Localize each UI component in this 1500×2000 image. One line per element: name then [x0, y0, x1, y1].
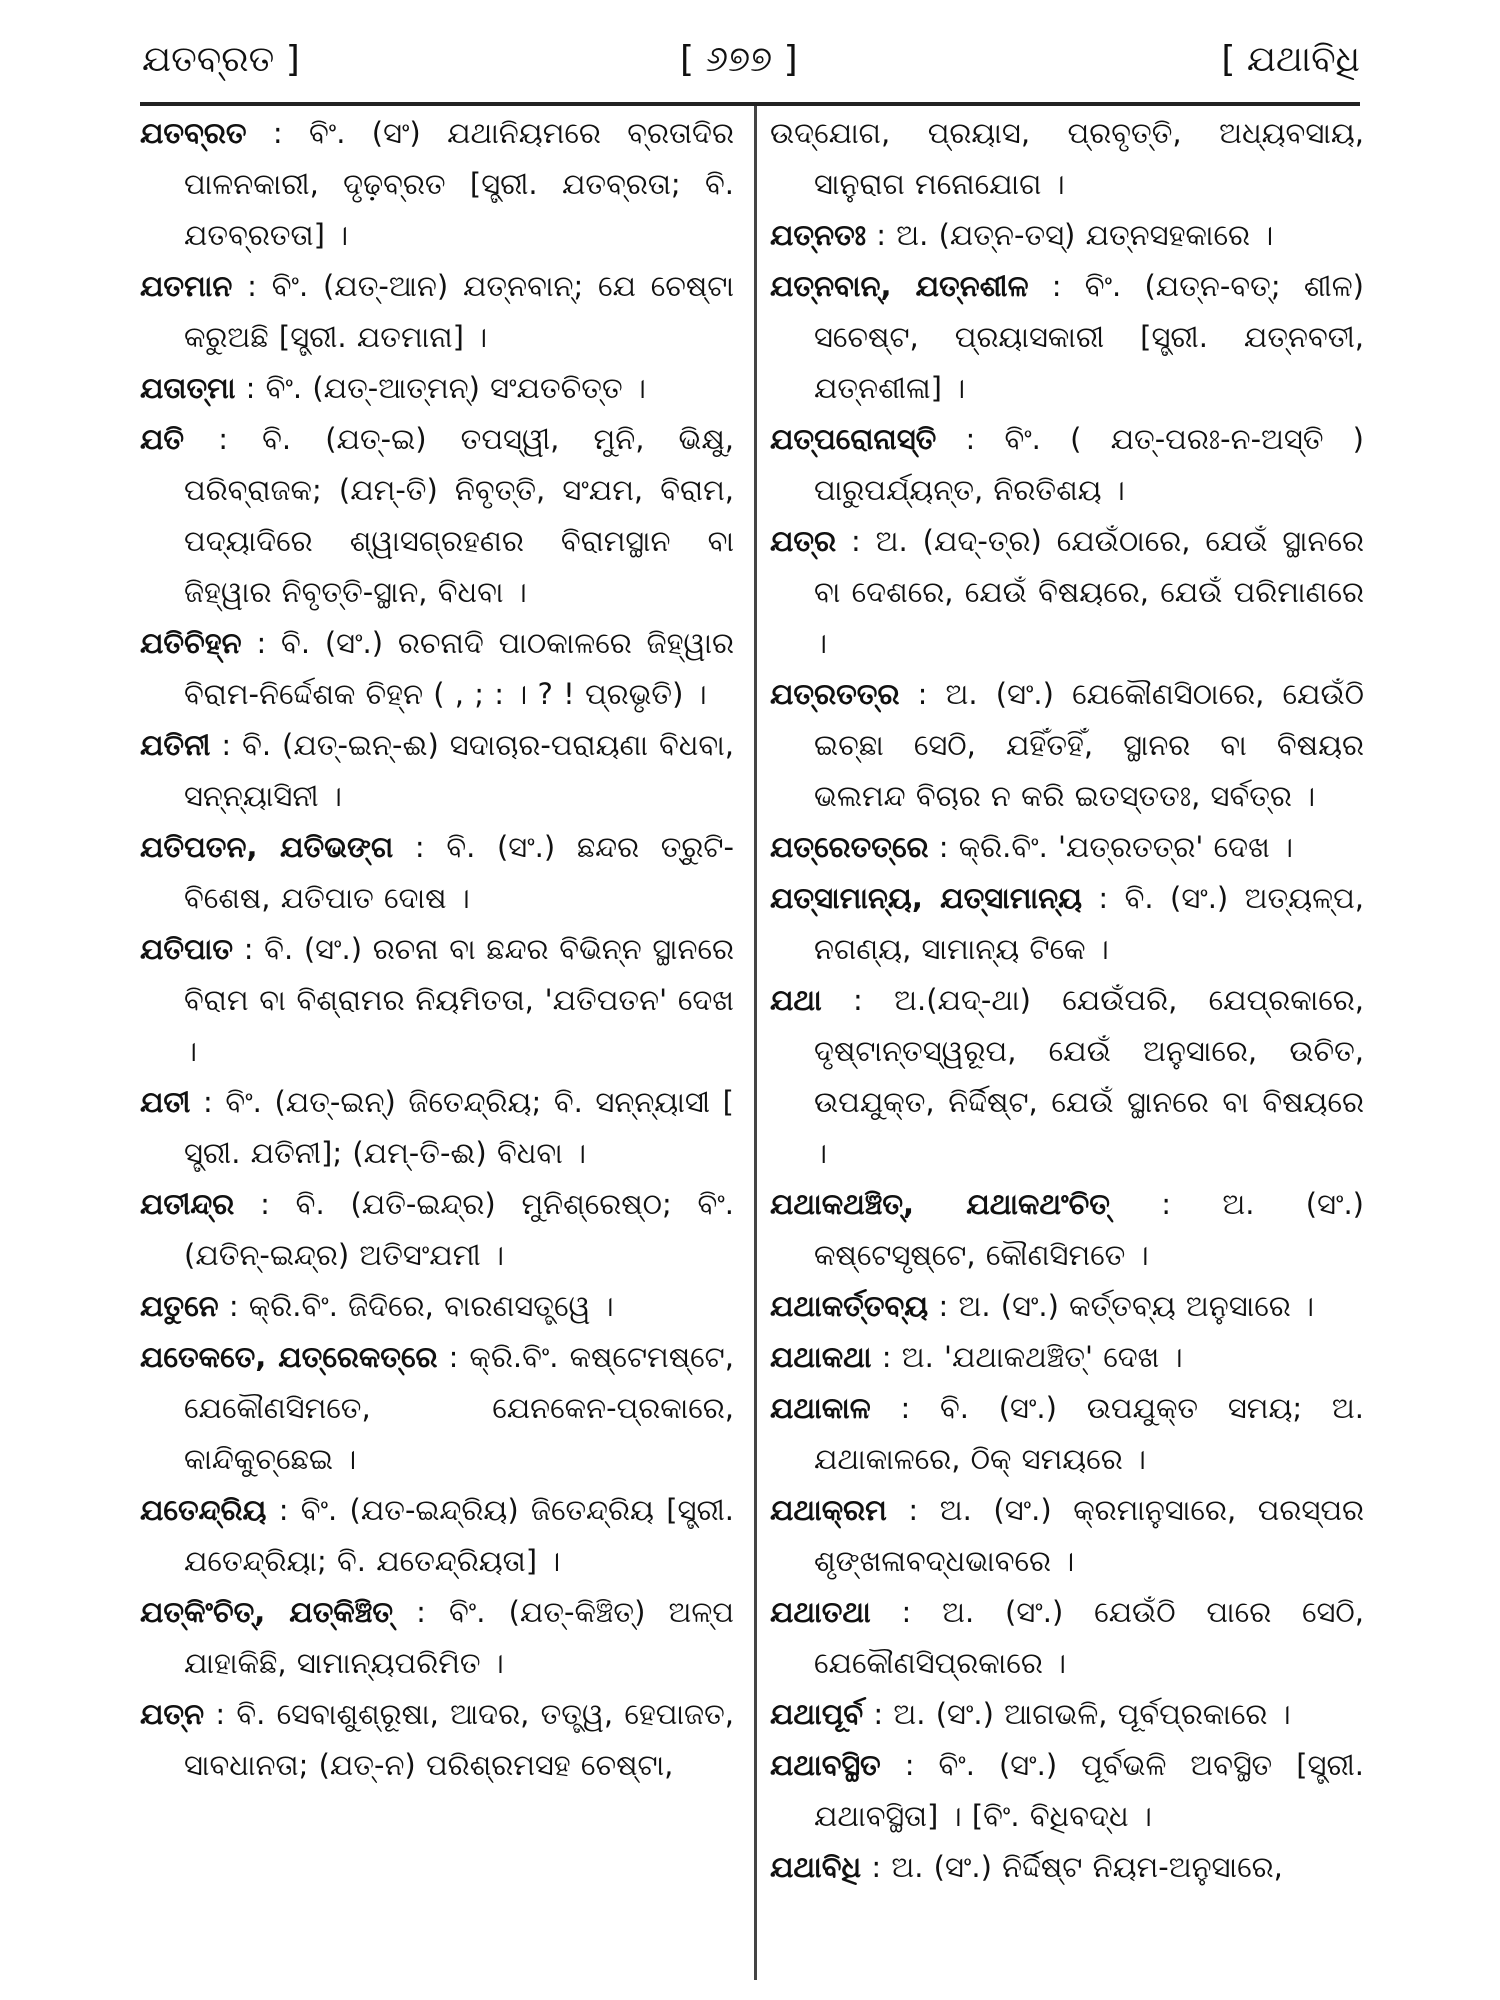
dictionary-entry: [770, 1842, 1364, 1893]
entry-headword: ଯତେକତେ, ଯତ୍ରେକତ୍ରେ: [140, 1340, 438, 1374]
dictionary-entry: [140, 924, 734, 1077]
dictionary-entry: [770, 975, 1364, 1179]
entry-definition: : ବିଂ. (ସଂ.) ପୂର୍ବଭଳି ଅବସ୍ଥିତ [ସ୍ତ୍ରୀ. ଯଥାବସ୍ଥିତା] । [ବିଂ. ବିଧିବଦ୍ଧ ।: [814, 1748, 1364, 1833]
entry-headword: ଯତ୍ର: [770, 524, 837, 558]
entry-headword: ଯତିନୀ: [140, 728, 211, 762]
dictionary-entry: [140, 1281, 734, 1332]
dictionary-entry: [140, 108, 734, 261]
entry-headword: ଯଥାକଥଞ୍ଚିତ୍, ଯଥାକଥଂଚିତ୍: [770, 1187, 1110, 1221]
dictionary-entry: [140, 363, 734, 414]
entry-headword: ଯତେନ୍ଦ୍ରିୟ: [140, 1493, 267, 1527]
entry-definition: : ଅ. (ସଂ.) କ୍ରମାନୁସାରେ, ପରସ୍ପର ଶୃଙ୍ଖଳାବଦ୍ଧଭାବରେ ।: [814, 1493, 1364, 1578]
dictionary-entry: [140, 414, 734, 618]
entry-definition: : ବି. (ଯତ୍-ଇନ୍-ଈ) ସଦାଚାର-ପରାୟଣା ବିଧବା, ସନ୍ନ୍ୟାସିନୀ ।: [184, 728, 734, 813]
dictionary-entry: [140, 1332, 734, 1485]
dictionary-entry: [140, 1077, 734, 1179]
entry-headword: ଯଥାକର୍ତ୍ତବ୍ୟ: [770, 1289, 929, 1323]
entry-headword: ଯତିଚିହ୍ନ: [140, 626, 242, 660]
dictionary-entry: [770, 669, 1364, 822]
entry-headword: ଯଥା: [770, 983, 822, 1017]
dictionary-entry: [770, 1332, 1364, 1383]
dictionary-entry: [770, 1587, 1364, 1689]
entry-definition: : ଅ. 'ଯଥାକଥଞ୍ଚିତ୍' ଦେଖ ।: [871, 1340, 1183, 1374]
right-column: [770, 108, 1364, 1978]
entry-headword: ଯଥାକଥା: [770, 1340, 872, 1374]
entry-headword: ଯତାତ୍ମା: [140, 371, 236, 405]
dictionary-entry: [770, 516, 1364, 669]
entry-definition: : ବିଂ. (ଯତ୍-ଆନ) ଯତ୍ନବାନ୍; ଯେ ଚେଷ୍ଟା କରୁଅଛି [ସ୍ତ୍ରୀ. ଯତମାନା] ।: [184, 269, 734, 354]
entry-definition: : ଅ. (ସଂ.) କର୍ତ୍ତବ୍ୟ ଅନୁସାରେ ।: [928, 1289, 1315, 1323]
entry-definition: : ବିଂ. (ଯତ୍-ଆତ୍ମନ୍) ସଂଯତଚିତ୍ତ ।: [235, 371, 646, 405]
entry-headword: ଯତିପତନ, ଯତିଭଙ୍ଗ: [140, 830, 394, 864]
entry-headword: ଯଥାପୂର୍ବ: [770, 1697, 864, 1731]
dictionary-entry: [140, 720, 734, 822]
entry-definition: : କ୍ରି.ବିଂ. 'ଯତ୍ରତତ୍ର' ଦେଖ ।: [928, 830, 1294, 864]
entry-headword: ଯତିପାତ: [140, 932, 234, 966]
entry-headword: ଯତୁନେ: [140, 1289, 219, 1323]
header-rule: [140, 102, 1360, 106]
dictionary-entry: [770, 1740, 1364, 1842]
entry-definition: : ଅ. (ସଂ.) ଆଗଭଳି, ପୂର୍ବପ୍ରକାରେ ।: [863, 1697, 1291, 1731]
entry-definition: : ଅ.(ଯଦ୍-ଥା) ଯେଉଁପରି, ଯେପ୍ରକାରେ, ଦୃଷ୍ଟାନ୍ତସ୍ୱରୂପ, ଯେଉଁ ଅନୁସାରେ, ଉଚିତ, ଉପଯୁକ୍ତ, ନିର୍ଦ୍ଦିଷ୍ଟ, ଯେଉଁ ସ୍ଥାନରେ ବା ବିଷୟରେ ।: [814, 983, 1364, 1170]
entry-definition: : ବିଂ. (ଯତ୍-କିଞ୍ଚିତ୍) ଅଳ୍ପ ଯାହାକିଛି, ସାମାନ୍ୟପରିମିତ ।: [184, 1595, 734, 1680]
entry-definition: : ଅ. (ସଂ.) ଯେଉଁଠି ପାରେ ସେଠି, ଯେକୌଣସିପ୍ରକାରେ ।: [814, 1595, 1364, 1680]
entry-headword: ଯତ୍ରତତ୍ର: [770, 677, 900, 711]
column-divider: [754, 106, 757, 1980]
dictionary-entry: [770, 210, 1364, 261]
entry-definition: : ବି. ସେବାଶୁଶ୍ରୂଷା, ଆଦର, ତତ୍ତ୍ୱ, ହେପାଜତ, ସାବଧାନତା; (ଯତ୍-ନ) ପରିଶ୍ରମସହ ଚେଷ୍ଟା,: [184, 1697, 734, 1782]
entry-headword: ଯତ୍ନବାନ୍, ଯତ୍ନଶୀଳ: [770, 269, 1029, 303]
dictionary-entry: [140, 1587, 734, 1689]
dictionary-entry-continued: [770, 108, 1364, 210]
page-number: [ ୬୭୭ ]: [680, 39, 798, 80]
entry-headword: ଯତୀ: [140, 1085, 191, 1119]
entry-definition: : ବି. (ଯତି-ଇନ୍ଦ୍ର) ମୁନିଶ୍ରେଷ୍ଠ; ବିଂ. (ଯତିନ୍-ଇନ୍ଦ୍ର) ଅତିସଂଯମୀ ।: [184, 1187, 734, 1272]
entry-headword: ଯତୀନ୍ଦ୍ର: [140, 1187, 235, 1221]
dictionary-entry: [770, 1383, 1364, 1485]
entry-definition: : ଅ. (ସଂ.) ନିର୍ଦ୍ଦିଷ୍ଟ ନିୟମ-ଅନୁସାରେ,: [861, 1850, 1283, 1884]
entry-headword: ଯତ୍ପରୋନାସ୍ତି: [770, 422, 937, 456]
entry-headword: ଯତ୍କିଂଚିତ୍, ଯତ୍କିଞ୍ଚିତ୍: [140, 1595, 394, 1629]
entry-headword: ଯତ୍ନତଃ: [770, 218, 867, 252]
entry-definition: : କ୍ରି.ବିଂ. କଷ୍ଟେମଷ୍ଟେ, ଯେକୌଣସିମତେ, ଯେନକେନ-ପ୍ରକାରେ, କାନ୍ଦିକୁଚ୍ଛେଇ ।: [184, 1340, 734, 1476]
entry-headword: ଯତ୍ସାମାନ୍ୟ, ଯତ୍‌ସାମାନ୍ୟ: [770, 881, 1082, 915]
entry-headword: ଯଥାତଥା: [770, 1595, 871, 1629]
dictionary-entry: [770, 414, 1364, 516]
dictionary-entry: [770, 1179, 1364, 1281]
dictionary-entry: [770, 873, 1364, 975]
entry-definition: : ବିଂ. (ସଂ) ଯଥାନିୟମରେ ବ୍ରତାଦିର ପାଳନକାରୀ, ଦୃଢ଼ବ୍ରତ [ସ୍ତ୍ରୀ. ଯତବ୍ରତା; ବି. ଯତବ୍ରତତା] ।: [184, 116, 734, 252]
entry-definition: : ବି. (ସଂ.) ଛନ୍ଦର ତ୍ରୁଟି-ବିଶେଷ, ଯତିପାତ ଦୋଷ ।: [184, 830, 734, 915]
dictionary-entry: [140, 1689, 734, 1791]
dictionary-entry: [770, 822, 1364, 873]
dictionary-entry: [770, 261, 1364, 414]
dictionary-entry: [770, 1485, 1364, 1587]
entry-headword: ଯତି: [140, 422, 185, 456]
entry-headword: ଯଥାକ୍ରମ: [770, 1493, 887, 1527]
entry-definition: : ବିଂ. (ଯତ୍ନ-ବତ୍; ଶୀଳ) ସଚେଷ୍ଟ, ପ୍ରୟାସକାରୀ [ସ୍ତ୍ରୀ. ଯତ୍ନବତୀ, ଯତ୍ନଶୀଳା] ।: [814, 269, 1364, 405]
dictionary-entry: [140, 261, 734, 363]
entry-definition: : ବିଂ. ( ଯତ୍-ପରଃ-ନ-ଅସ୍ତି ) ପାରୁପର୍ଯ୍ୟନ୍ତ, ନିରତିଶୟ ।: [814, 422, 1364, 507]
entry-definition: ଉଦ୍‌ଯୋଗ, ପ୍ରୟାସ, ପ୍ରବୃତ୍ତି, ଅଧ୍ୟବସାୟ, ସାନୁରାଗ ମନୋଯୋଗ ।: [770, 116, 1364, 201]
entry-definition: : ବି. (ସଂ.) ରଚନାଦି ପାଠକାଳରେ ଜିହ୍ୱାର ବିରାମ-ନିର୍ଦ୍ଦେଶକ ଚିହ୍ନ ( , ; : । ? ! ପ୍ରଭୃତି) ।: [184, 626, 734, 711]
entry-headword: ଯଥାକାଳ: [770, 1391, 871, 1425]
entry-definition: : ବି. (ଯତ୍-ଇ) ତପସ୍ୱୀ, ମୁନି, ଭିକ୍ଷୁ, ପରିବ୍ରାଜକ; (ଯମ୍-ତି) ନିବୃତ୍ତି, ସଂଯମ, ବିରାମ, ପଦ୍ୟାଦିରେ ଶ୍ୱାସଗ୍ରହଣର ବିରାମସ୍ଥାନ ବା ଜିହ୍ୱାର ନିବୃତ୍ତି-ସ୍ଥାନ, ବିଧବା ।: [184, 422, 734, 609]
entry-definition: : ବି. (ସଂ.) ଅତ୍ୟଳ୍ପ, ନଗଣ୍ୟ, ସାମାନ୍ୟ ଟିକେ ।: [814, 881, 1364, 966]
entry-definition: : ଅ. (ଯତ୍ନ-ତସ୍) ଯତ୍ନସହକାରେ ।: [866, 218, 1274, 252]
entry-headword: ଯତ୍ନ: [140, 1697, 205, 1731]
left-column: [140, 108, 734, 1978]
dictionary-entry: [140, 1485, 734, 1587]
page-header: [140, 20, 1360, 100]
entry-headword: ଯଥାବସ୍ଥିତ: [770, 1748, 881, 1782]
entry-definition: : ବି. (ସଂ.) ରଚନା ବା ଛନ୍ଦର ବିଭିନ୍ନ ସ୍ଥାନରେ ବିରାମ ବା ବିଶ୍ରାମର ନିୟମିତତା, 'ଯତିପତନ' ଦେଖ ।: [184, 932, 734, 1068]
header-last-word: [ ଯଥାବିଧି: [1221, 39, 1360, 80]
entry-headword: ଯଥାବିଧି: [770, 1850, 862, 1884]
entry-definition: : ଅ. (ସଂ.) ଯେକୌଣସିଠାରେ, ଯେଉଁଠି ଇଚ୍ଛା ସେଠି, ଯହିଁତହିଁ, ସ୍ଥାନର ବା ବିଷୟର ଭଲମନ୍ଦ ବିଚାର ନ କରି ଇତସ୍ତତଃ, ସର୍ବତ୍ର ।: [814, 677, 1364, 813]
entry-headword: ଯତ୍ରେତତ୍ରେ: [770, 830, 929, 864]
dictionary-entry: [140, 618, 734, 720]
entry-headword: ଯତମାନ: [140, 269, 233, 303]
dictionary-entry: [770, 1281, 1364, 1332]
dictionary-entry: [770, 1689, 1364, 1740]
entry-headword: ଯତବ୍ରତ: [140, 116, 247, 150]
entry-definition: : ଅ. (ଯଦ୍-ତ୍ର) ଯେଉଁଠାରେ, ଯେଉଁ ସ୍ଥାନରେ ବା ଦେଶରେ, ଯେଉଁ ବିଷୟରେ, ଯେଉଁ ପରିମାଣରେ ।: [814, 524, 1364, 660]
dictionary-entry: [140, 822, 734, 924]
entry-definition: : ବି. (ସଂ.) ଉପଯୁକ୍ତ ସମୟ; ଅ. ଯଥାକାଳରେ, ଠିକ୍ ସମୟରେ ।: [814, 1391, 1364, 1476]
header-first-word: ଯତବ୍ରତ ]: [142, 39, 300, 80]
entry-definition: : ବିଂ. (ଯତ୍-ଇନ୍) ଜିତେନ୍ଦ୍ରିୟ; ବି. ସନ୍ନ୍ୟାସୀ [ ସ୍ତ୍ରୀ. ଯତିନୀ]; (ଯମ୍-ତି-ଈ) ବିଧବା ।: [184, 1085, 734, 1170]
entry-definition: : ବିଂ. (ଯତ-ଇନ୍ଦ୍ରିୟ) ଜିତେନ୍ଦ୍ରିୟ [ସ୍ତ୍ରୀ. ଯତେନ୍ଦ୍ରିୟା; ବି. ଯତେନ୍ଦ୍ରିୟତା] ।: [184, 1493, 734, 1578]
dictionary-page: [140, 20, 1364, 1980]
entry-definition: : ଅ. (ସଂ.) କଷ୍ଟେସୃଷ୍ଟେ, କୌଣସିମତେ ।: [814, 1187, 1364, 1272]
dictionary-entry: [140, 1179, 734, 1281]
entry-definition: : କ୍ରି.ବିଂ. ଜିଦିରେ, ବାରଣସତ୍ତ୍ୱେ ।: [218, 1289, 614, 1323]
